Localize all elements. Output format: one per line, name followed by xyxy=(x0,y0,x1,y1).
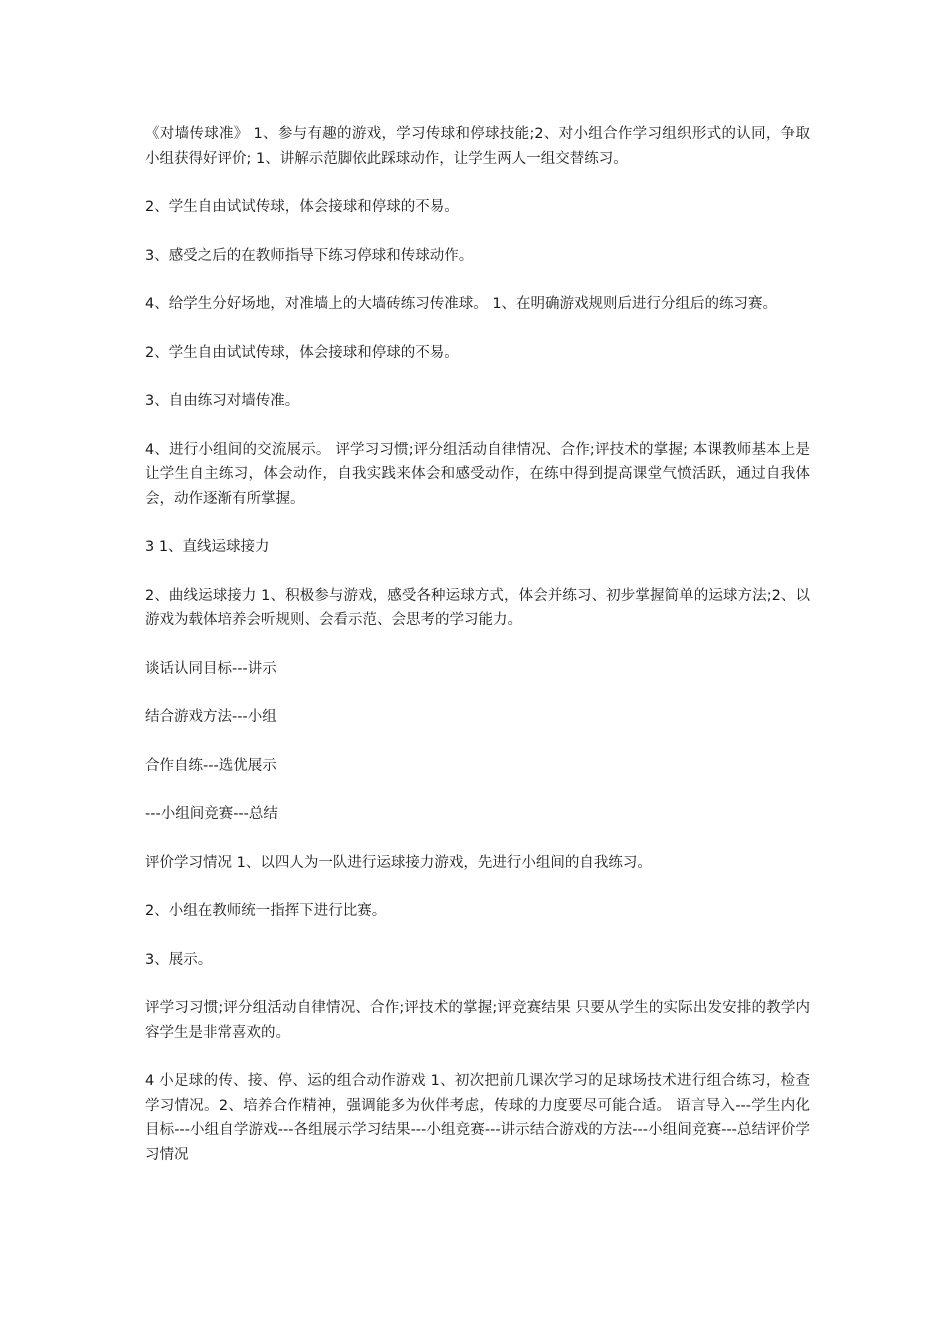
paragraph-6: 3、自由练习对墙传准。 xyxy=(145,393,300,409)
paragraph-4: 4、给学生分好场地，对准墙上的大墙砖练习传准球。 1、在明确游戏规则后进行分组后的练习赛。 xyxy=(145,296,778,312)
paragraph-10: 谈话认同目标---讲示 xyxy=(145,660,277,677)
paragraph-14: 评价学习情况 1、以四人为一队进行运球接力游戏，先进行小组间的自我练习。 xyxy=(145,854,652,871)
paragraph-3: 3、感受之后的在教师指导下练习停球和传球动作。 xyxy=(145,247,474,264)
paragraph-5: 2、学生自由试试传球，体会接球和停球的不易。 xyxy=(145,344,459,361)
paragraph-16: 3、展示。 xyxy=(145,951,213,968)
paragraph-15: 2、小组在教师统一指挥下进行比赛。 xyxy=(145,903,387,919)
paragraph-2: 2、学生自由试试传球，体会接球和停球的不易。 xyxy=(145,199,459,215)
paragraph-7: 4、进行小组间的交流展示。 评学习习惯;评分组活动自律情况、合作;评技术的掌握; 本课教师基本上是让学生自主练习，体会动作，自我实践来体会和感受动作，在练中得到提高课堂气愤活跃，通过自我体会，动作逐渐有所掌握。 xyxy=(145,441,810,507)
paragraph-13: ---小组间竞赛---总结 xyxy=(145,806,278,822)
paragraph-17: 评学习习惯;评分组活动自律情况、合作;评技术的掌握;评竞赛结果 只要从学生的实际出发安排的教学内容学生是非常喜欢的。 xyxy=(145,1000,810,1041)
paragraph-12: 合作自练---选优展示 xyxy=(145,757,277,774)
document-body xyxy=(145,122,810,1191)
paragraph-18: 4 小足球的传、接、停、运的组合动作游戏 1、初次把前几课次学习的足球场技术进行组合练习，检查学习情况。2、培养合作精神，强调能多为伙伴考虑，传球的力度要尽可能合适。 语言导入---学生内化目标---小组自学游戏---各组展示学习结果---小组竞赛---讲示结合游戏的方法---小组间竞赛---总结评价学习情况 xyxy=(145,1073,810,1163)
paragraph-8: 3 1、直线运球接力 xyxy=(145,539,270,555)
paragraph-11: 结合游戏方法---小组 xyxy=(145,709,277,725)
paragraph-1: 《对墙传球准》 1、参与有趣的游戏，学习传球和停球技能;2、对小组合作学习组织形式的认同，争取小组获得好评价; 1、讲解示范脚依此踩球动作，让学生两人一组交替练习。 xyxy=(145,126,810,167)
paragraph-9: 2、曲线运球接力 1、积极参与游戏，感受各种运球方式，体会并练习、初步掌握简单的运球方法;2、以游戏为载体培养会听规则、会看示范、会思考的学习能力。 xyxy=(145,587,810,628)
